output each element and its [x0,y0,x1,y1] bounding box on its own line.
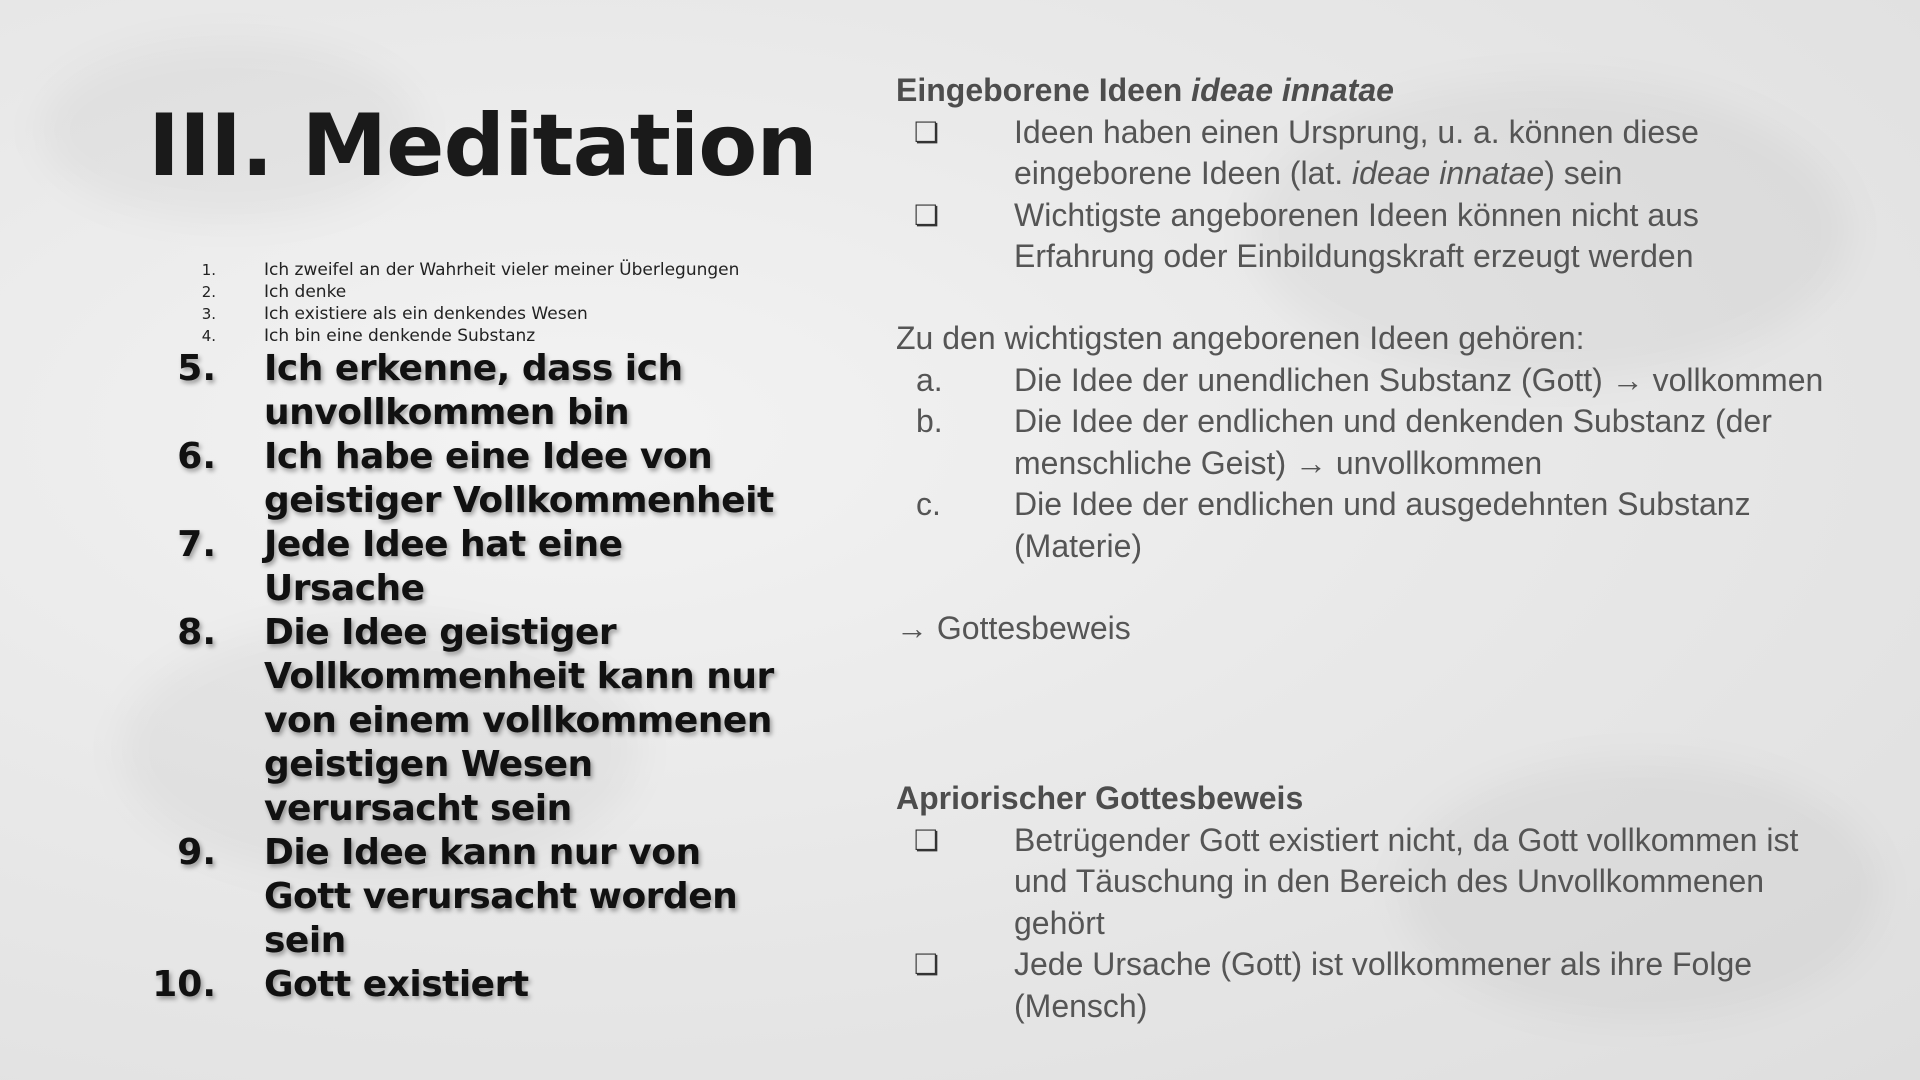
bullet-text: Jede Ursache (Gott) ist vollkommener als ihre Folge (Mensch) [1014,946,1753,1024]
list-item [150,259,790,281]
list-item [150,435,790,523]
step-text: Gott existiert [264,964,529,1005]
innate-ideas-section [896,70,1836,278]
apriori-proof-section [896,778,1836,1027]
list-item [896,820,1836,945]
list-item [150,611,790,831]
step-number: 4. [201,327,216,345]
item-text: Die Idee der endlichen und ausgedehnten Substanz (Materie) [1014,486,1751,564]
step-text: Ich erkenne, dass ich unvollkommen bin [264,348,683,433]
section-heading: Apriorischer Gottesbeweis [896,780,1304,816]
list-item [150,523,790,611]
step-text: Die Idee geistiger Vollkommenheit kann nur von einem vollkommenen geistigen Wesen verursacht sein [264,612,774,829]
step-number: 1. [201,261,216,279]
list-item [150,281,790,303]
step-text: Ich existiere als ein denkendes Wesen [264,304,588,324]
item-text: Die Idee der endlichen und denkenden Substanz (der menschliche Geist) → unvollkommen [1014,403,1772,481]
step-text: Ich bin eine denkende Substanz [264,326,536,346]
step-number: 6. [177,436,216,477]
list-item [150,325,790,347]
list-item [150,347,790,435]
step-number: 8. [177,612,216,653]
section-heading: Eingeborene Ideen ideae innatae [896,72,1394,108]
list-item [896,401,1836,484]
section-intro: Zu den wichtigsten angeborenen Ideen gehören: [896,320,1585,356]
item-text: Die Idee der unendlichen Substanz (Gott) → vollkommen [1014,361,1824,398]
bullet-text: Ideen haben einen Ursprung, u. a. können diese eingeborene Ideen (lat. ideae innatae) sein [1014,113,1699,191]
checkbox-bullet-icon: ❏ [914,948,940,981]
step-text: Jede Idee hat eine Ursache [264,524,623,609]
conclusion-text: → Gottesbeweis [896,610,1131,646]
checkbox-bullet-icon: ❏ [914,198,940,232]
list-item [896,360,1836,402]
step-number: 10. [152,964,216,1005]
step-number: 3. [201,305,216,323]
list-marker: a. [916,361,943,398]
checkbox-bullet-icon: ❏ [914,115,940,149]
list-item [150,831,790,963]
heading-latin-term: ideae innatae [1191,72,1394,108]
step-text: Ich zweifel an der Wahrheit vieler meiner Überlegungen [264,260,740,280]
list-marker: b. [916,403,943,439]
bullet-text: Wichtigste angeborenen Ideen können nicht aus Erfahrung oder Einbildungskraft erzeugt werden [1014,196,1699,274]
list-item [896,195,1836,278]
list-item [896,112,1836,195]
step-number: 2. [201,283,216,301]
checkbox-bullet-icon: ❏ [914,823,940,857]
important-ideas-section [896,318,1836,650]
slide-title: III. Meditation [148,96,817,196]
list-item [150,963,790,1007]
step-number: 5. [177,348,216,389]
list-item [896,944,1836,1027]
step-number: 7. [177,524,216,565]
step-text: Ich habe eine Idee von geistiger Vollkommenheit [264,436,774,521]
meditation-steps-list [150,259,790,1007]
list-item [150,303,790,325]
list-item [896,484,1836,567]
step-text: Ich denke [264,282,347,302]
step-text: Die Idee kann nur von Gott verursacht worden sein [264,832,738,961]
bullet-text: Betrügender Gott existiert nicht, da Gott vollkommen ist und Täuschung in den Bereich des Unvollkommenen gehört [1014,821,1799,941]
step-number: 9. [177,832,216,873]
list-marker: c. [916,486,941,522]
